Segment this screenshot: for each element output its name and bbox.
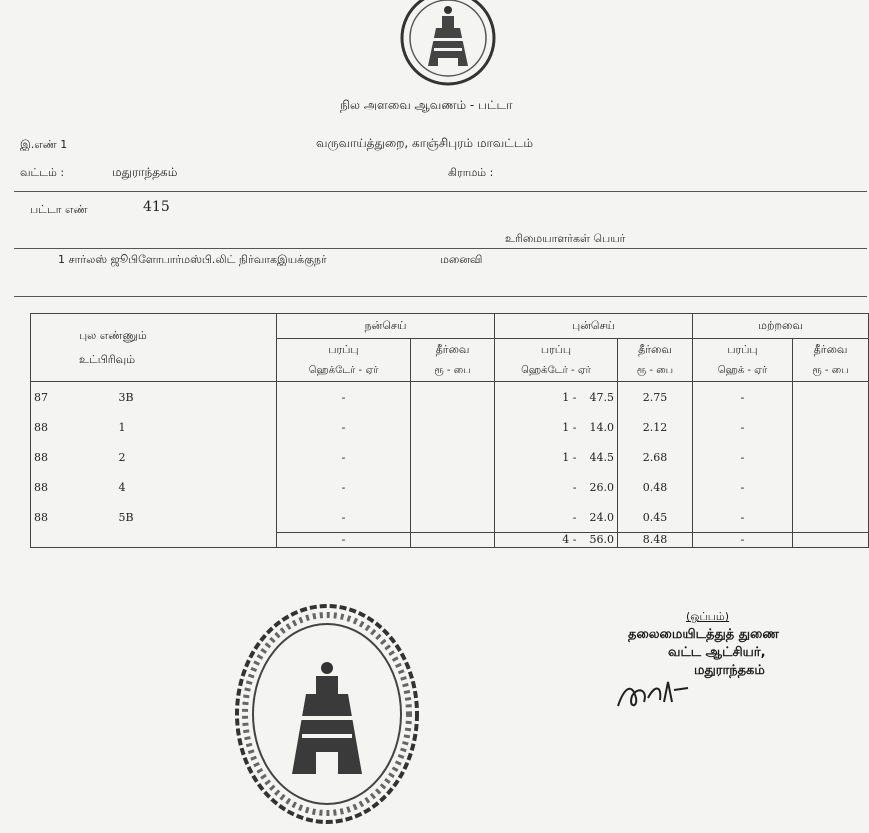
taluk-label: வட்டம் : [20, 166, 65, 179]
subdivision: 1 [118, 420, 126, 434]
dry-hectare: 1 [562, 420, 570, 434]
dry-are: 47.5 [589, 390, 614, 404]
wet-area-cell: - [277, 442, 411, 472]
subdivision: 5B [118, 510, 134, 524]
survey-number: 88 [34, 450, 48, 464]
dry-area-unit: ஹெக்டேர் - ஏர் [495, 361, 618, 382]
other-tax-header: தீர்வை [793, 339, 869, 362]
dry-are: 44.5 [589, 450, 614, 464]
dry-tax-cell: 2.12 [618, 412, 693, 442]
taluk-value: மதுராந்தகம் [112, 165, 178, 179]
table-row: 88 1 - 1 - 14.0 2.12 - [31, 412, 869, 442]
other-area-cell: - [693, 442, 793, 472]
wet-tax-unit: ரூ - பை [411, 361, 495, 382]
subdivision: 2 [118, 450, 126, 464]
divider [14, 248, 867, 249]
total-dry-are: 56.0 [589, 533, 614, 547]
wet-area-unit: ஹெக்டேர் - ஏர் [277, 361, 411, 382]
wet-tax-header: தீர்வை [411, 339, 495, 362]
table-row: 88 2 - 1 - 44.5 2.68 - [31, 442, 869, 472]
patta-number: 415 [143, 199, 170, 215]
dry-area-header: பரப்பு [495, 339, 618, 362]
owner-relation: மனைவி [440, 253, 483, 266]
wet-area-cell: - [277, 472, 411, 502]
dry-hectare: 1 [562, 390, 570, 404]
other-tax-unit: ரூ - பை [793, 361, 869, 382]
divider [14, 191, 867, 192]
divider [14, 296, 867, 297]
dry-group-header: புன்செய் [495, 314, 693, 339]
signature-office: வட்ட ஆட்சியர், [668, 645, 766, 660]
subdivision-header: உட்பிரிவும் [79, 352, 136, 366]
wet-group-header: நன்செய் [277, 314, 495, 339]
wet-area-header: பரப்பு [277, 339, 411, 362]
document-title: நில அளவை ஆவணம் - பட்டா [340, 98, 513, 112]
department-line: வருவாய்த்துறை, காஞ்சிபுரம் மாவட்டம் [316, 136, 534, 150]
survey-number: 88 [34, 510, 48, 524]
other-area-unit: ஹெக் - ஏர் [693, 361, 793, 382]
dry-are: 24.0 [589, 510, 614, 524]
dry-tax-cell: 2.75 [618, 382, 693, 413]
dry-hectare: 1 [562, 450, 570, 464]
subdivision: 3B [118, 390, 134, 404]
survey-number: 88 [34, 480, 48, 494]
signature-designation: தலைமையிடத்துத் துணை [628, 627, 779, 642]
owners-heading: உரிமையாளர்கள் பெயர் [505, 232, 626, 245]
dry-are: 14.0 [589, 420, 614, 434]
other-area-cell: - [693, 472, 793, 502]
emblem-logo [398, 0, 498, 88]
other-area-header: பரப்பு [693, 339, 793, 362]
other-area-cell: - [693, 382, 793, 413]
patta-label: பட்டா எண் [30, 203, 88, 216]
other-area-cell: - [693, 502, 793, 533]
wet-area-cell: - [277, 412, 411, 442]
total-other-area: - [693, 533, 793, 548]
owner-name: 1 சார்லஸ் ஜூபிளோபார்மஸ்பி.லிட் நிர்வாகஇயக்குநர் [58, 253, 327, 266]
dry-tax-unit: ரூ - பை [618, 361, 693, 382]
dry-tax-header: தீர்வை [618, 339, 693, 362]
signature-marker: (ஒப்பம்) [686, 610, 730, 623]
total-dry-tax: 8.48 [618, 533, 693, 548]
survey-header: புல எண்ணும் [79, 328, 147, 342]
table-row: 88 5B - - 24.0 0.45 - [31, 502, 869, 533]
office-seal [232, 598, 422, 826]
survey-number: 87 [34, 390, 48, 404]
table-row: 88 4 - - 26.0 0.48 - [31, 472, 869, 502]
dry-tax-cell: 0.45 [618, 502, 693, 533]
dry-tax-cell: 2.68 [618, 442, 693, 472]
total-dry-hectare: 4 [562, 533, 570, 547]
wet-area-cell: - [277, 382, 411, 413]
survey-number: 88 [34, 420, 48, 434]
total-wet-area: - [277, 533, 411, 548]
serial-number: இ.எண் 1 [20, 138, 68, 151]
dry-tax-cell: 0.48 [618, 472, 693, 502]
dry-are: 26.0 [589, 480, 614, 494]
land-table [30, 313, 869, 548]
wet-area-cell: - [277, 502, 411, 533]
total-row: - 4 - 56.0 8.48 - [31, 533, 869, 548]
other-group-header: மற்றவை [693, 314, 869, 339]
handwritten-signature [614, 668, 694, 718]
signature-place: மதுராந்தகம் [694, 663, 765, 678]
subdivision: 4 [118, 480, 126, 494]
table-row: 87 3B - 1 - 47.5 2.75 - [31, 382, 869, 413]
survey-header-cell [31, 314, 277, 382]
other-area-cell: - [693, 412, 793, 442]
village-label: கிராமம் : [448, 166, 494, 179]
